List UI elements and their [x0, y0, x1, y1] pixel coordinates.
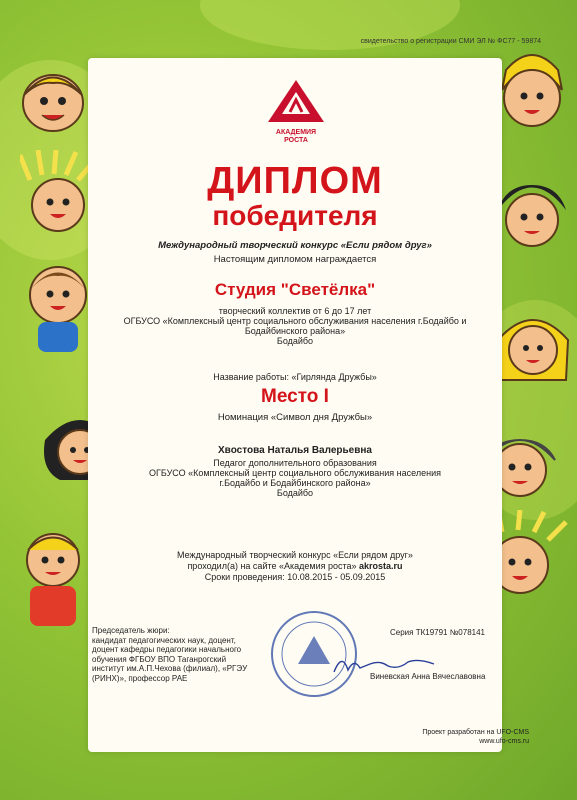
site-info — [88, 550, 502, 583]
site-line2 — [88, 561, 502, 572]
site-text: проходил(а) на сайте «Академия роста» — [187, 561, 360, 571]
diploma-title: ДИПЛОМ — [207, 160, 383, 202]
winner-desc-line: Бодайбинского района» — [244, 326, 346, 336]
project-link[interactable]: www.ufo-cms.ru — [479, 738, 529, 745]
jury-line: кандидат педагогических наук, доцент, — [92, 635, 236, 645]
teacher-name: Хвостова Наталья Валерьевна — [218, 445, 372, 456]
mountain-logo-icon — [266, 78, 326, 124]
series-number: Серия ТК19791 №078141 — [390, 628, 485, 637]
teacher-desc-line: ОГБУСО «Комплексный центр социального обслуживания населения — [149, 468, 441, 478]
jury-line: (РИНХ)», профессор РАЕ — [92, 673, 188, 683]
winner-desc-line: Бодайбо — [276, 336, 314, 346]
contest-name: Международный творческий конкурс «Если рядом друг» — [158, 240, 432, 251]
jury-line: обучения ФГБОУ ВПО Таганрогский — [92, 654, 227, 664]
winner-desc-line: ОГБУСО «Комплексный центр социального обслуживания населения г.Бодайбо и — [123, 316, 467, 326]
logo-line1: АКАДЕМИЯ — [275, 129, 317, 136]
logo-line2: РОСТА — [284, 137, 308, 144]
signer-name: Виневская Анна Вячеславовна — [370, 672, 486, 681]
project-credit — [422, 728, 529, 746]
winner-name: Студия "Светёлка" — [214, 280, 376, 299]
winner-desc-line: творческий коллектив от 6 до 17 лет — [218, 306, 372, 316]
project-line1: Проект разработан на UFO-CMS — [422, 729, 529, 736]
kid-illustration-right-3 — [490, 300, 576, 410]
site-dates: Сроки проведения: 10.08.2015 - 05.09.2015 — [204, 572, 386, 582]
kid-illustration-left-5 — [8, 520, 98, 640]
diploma-subtitle: победителя — [212, 200, 378, 231]
teacher-desc-line: Педагог дополнительного образования — [213, 458, 377, 468]
kid-illustration-left-3 — [10, 250, 100, 360]
jury-line: доцент кафедры педагогики начального — [92, 645, 242, 654]
winner-description — [88, 306, 502, 346]
academy-logo — [258, 78, 334, 145]
award-text: Настоящим дипломом награждается — [213, 254, 377, 265]
jury-line: Председатель жюри: — [92, 626, 170, 635]
kid-illustration-left-1 — [8, 55, 98, 145]
nomination: Номинация «Символ дня Дружбы» — [217, 412, 373, 423]
registration-text: свидетельство о регистрации СМИ ЭЛ № ФС77 - 59874 — [360, 38, 541, 45]
place: Место I — [261, 386, 329, 407]
teacher-desc-line: Бодайбо — [276, 488, 314, 498]
jury-line: институт им.А.П.Чехова (филиал), «РГЭУ — [92, 664, 248, 673]
work-title: Название работы: «Гирлянда Дружбы» — [213, 372, 377, 382]
teacher-desc-line: г.Бодайбо и Бодайбинского района» — [219, 478, 371, 488]
site-line1: Международный творческий конкурс «Если рядом друг» — [177, 550, 413, 560]
teacher-description — [88, 458, 502, 498]
site-link[interactable]: akrosta.ru — [359, 561, 403, 571]
